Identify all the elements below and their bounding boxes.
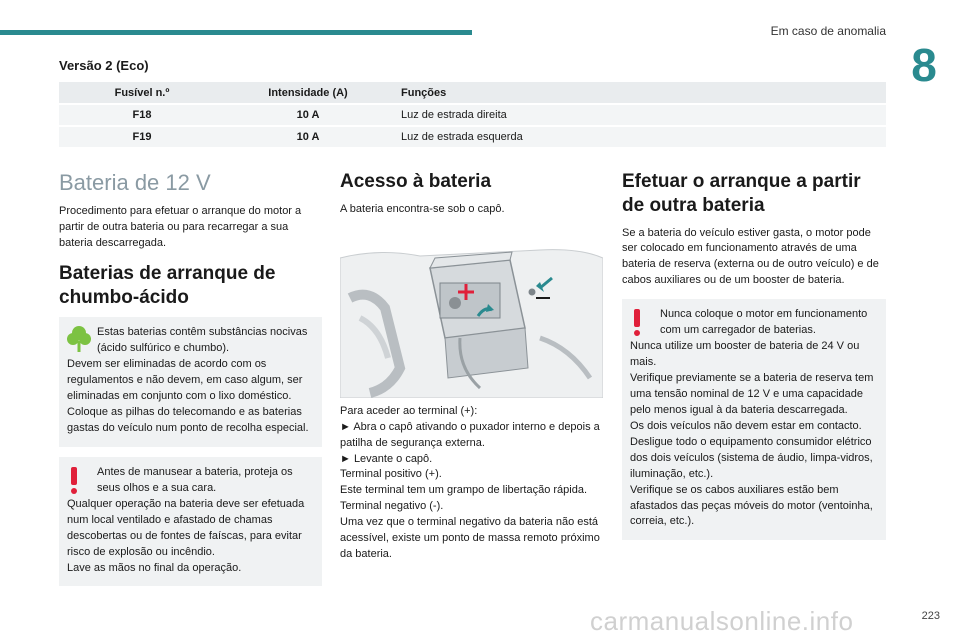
table-cell: 10 A [225, 104, 391, 126]
table-cell: F19 [59, 126, 225, 148]
table-cell: Luz de estrada direita [391, 104, 886, 126]
access-step: ► Abra o capô ativando o puxador interno e depois a patilha de segurança externa. [340, 420, 600, 449]
notice-line: Coloque as pilhas do telecomando e as baterias gastas do veículo num ponto de recolha especial. [67, 406, 309, 434]
table-header-row [59, 82, 886, 104]
notice-line: Qualquer operação na bateria deve ser efetuada num local ventilado e afastado de chamas descobertas ou de fontes de faíscas, para evitar risco de explosão ou incêndio. [67, 497, 305, 558]
chapter-number: 8 [911, 39, 937, 91]
fuse-table [59, 82, 886, 149]
access-step: ► Levante o capô. [340, 452, 433, 465]
warning-notice [59, 457, 322, 587]
column-battery [59, 170, 322, 596]
table-cell: F18 [59, 104, 225, 126]
heading-jump-start: Efetuar o arranque a partir de outra bateria [622, 171, 861, 216]
notice-line: Antes de manusear a bateria, proteja os seus olhos e a sua cara. [97, 465, 293, 494]
eco-notice [59, 317, 322, 447]
notice-line: Desligue todo o equipamento consumidor elétrico dos dois veículos (sistema de áudio, limpa-vidros, iluminação, etc.). [630, 435, 873, 480]
table-row [59, 126, 886, 148]
battery-access-intro: A bateria encontra-se sob o capô. [340, 202, 505, 215]
heading-lead-acid: Baterias de arranque de chumbo-ácido [59, 262, 276, 308]
heading-battery-access: Acesso à bateria [340, 171, 492, 192]
column-jump-start [622, 170, 886, 550]
access-step-intro: Para aceder ao terminal (+): [340, 404, 478, 417]
tree-icon [67, 325, 91, 359]
top-accent-bar [0, 30, 472, 35]
column-header: Funções [391, 82, 886, 104]
notice-line: Nunca coloque o motor em funcionamento com um carregador de baterias. [660, 308, 868, 337]
table-cell: Luz de estrada esquerda [391, 126, 886, 148]
section-title: Em caso de anomalia [770, 24, 886, 38]
version-label: Versão 2 (Eco) [59, 58, 149, 73]
notice-line: Verifique se os cabos auxiliares estão bem afastados das peças móveis do motor (ventoinha, correia, etc.). [630, 483, 873, 528]
section-heading-battery: Bateria de 12 V [59, 170, 211, 195]
jump-start-intro: Se a bateria do veículo estiver gasta, o motor pode ser colocado em funcionamento através de uma bateria de reserva (externa ou de outro veículo) e de cabos auxiliares ou de um booster de bateria. [622, 226, 879, 287]
column-header: Fusível n.º [59, 82, 225, 104]
notice-line: Os dois veículos não devem estar em contacto. [630, 419, 862, 432]
notice-line: Verifique previamente se a bateria de reserva tem uma tensão nominal de 12 V e uma capacidade pelo menos igual à da bateria descarregada. [630, 372, 874, 416]
warning-notice [622, 299, 886, 540]
notice-line: Nunca utilize um booster de bateria de 24 V ou mais. [630, 340, 860, 369]
notice-line: Devem ser eliminadas de acordo com os regulamentos e não devem, em caso algum, ser eliminadas em conjunto com o lixo doméstico. [67, 358, 303, 403]
battery-engine-illustration [340, 228, 603, 398]
notice-line: Estas baterias contêm substâncias nocivas (ácido sulfúrico e chumbo). [97, 326, 308, 355]
battery-intro: Procedimento para efetuar o arranque do motor a partir de outra bateria ou para recarregar a sua bateria descarregada. [59, 205, 302, 249]
access-text: Terminal positivo (+). [340, 468, 442, 481]
notice-line: Lave as mãos no final da operação. [67, 561, 242, 574]
access-text: Uma vez que o terminal negativo da bateria não está acessível, existe um ponto de massa remoto próximo da bateria. [340, 516, 600, 561]
page-number: 223 [921, 610, 940, 622]
watermark: carmanualsonline.info [590, 606, 854, 636]
table-row [59, 104, 886, 126]
column-header: Intensidade (A) [225, 82, 391, 104]
access-text: Este terminal tem um grampo de libertação rápida. [340, 484, 588, 497]
table-cell: 10 A [225, 126, 391, 148]
access-text: Terminal negativo (-). [340, 500, 444, 513]
column-battery-access [340, 170, 603, 573]
